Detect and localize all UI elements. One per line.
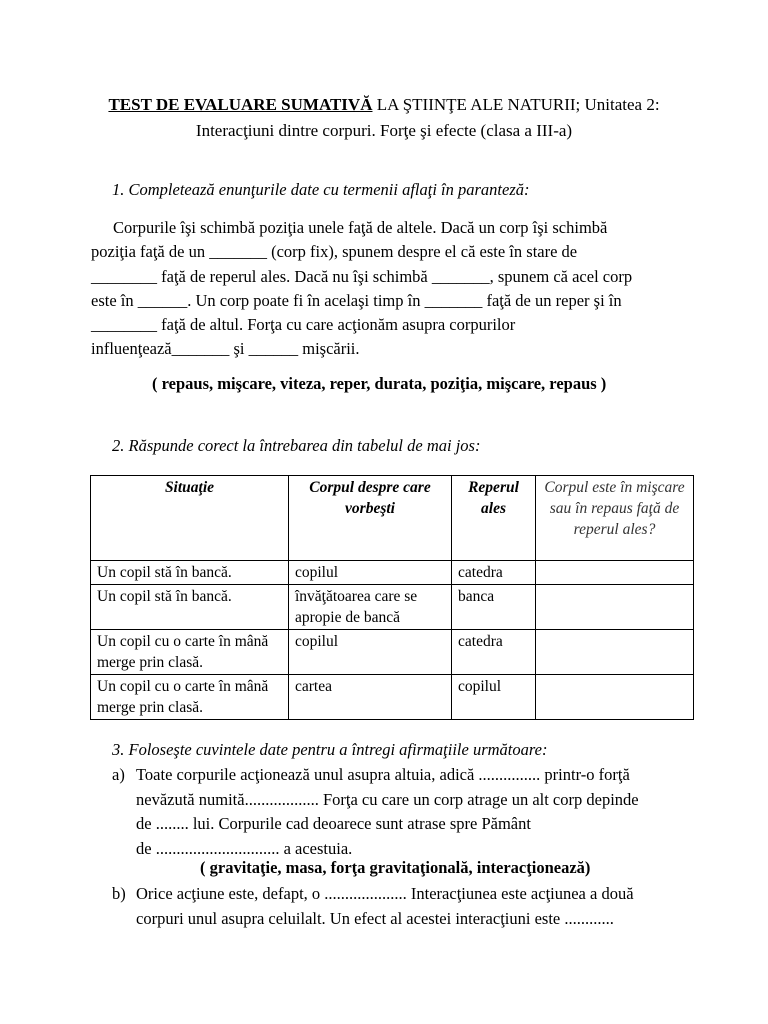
cell-body: învăţătoarea care se apropie de bancă [289,585,452,630]
q1-line: este în ______. Un corp poate fi în acelaşi timp în _______ faţă de un reper şi în [91,290,622,310]
q3-heading: 3. Foloseşte cuvintele date pentru a întregi afirmaţiile următoare: [112,740,548,759]
cell-body: copilul [289,630,452,675]
q2-heading: 2. Răspunde corect la întrebarea din tabelul de mai jos: [112,436,481,455]
q3-word-list: ( gravitaţie, masa, forţa gravitaţională, interacţionează) [200,858,591,877]
document-title [60,92,708,144]
cell-body: copilul [289,561,452,585]
header-question: Corpul este în mişcare sau în repaus faţă de reperul ales? [536,476,694,561]
cell-reference: banca [452,585,536,630]
header-situatie: Situaţie [91,476,289,561]
item-b-label: b) [112,884,126,903]
item-b-line: corpuri unul asupra celuilalt. Un efect al acestei interacţiuni este ............ [136,908,614,928]
cell-answer[interactable] [536,675,694,720]
situation-table [90,475,694,720]
cell-situation: Un copil cu o carte în mână merge prin clasă. [91,630,289,675]
header-reperul: Reperul ales [452,476,536,561]
table-row [91,630,694,675]
q1-line: poziţia faţă de un _______ (corp fix), spunem despre el că este în stare de [91,242,578,262]
item-a-line: de ........ lui. Corpurile cad deoarece sunt atrase spre Pământ [136,814,531,833]
item-a-line: Toate corpurile acţionează unul asupra altuia, adică ............... printr-o forţă [136,765,630,784]
item-a-line: nevăzută numită.................. Forţa cu care un corp atrage un alt corp depinde [136,789,639,809]
item-a-line: de .............................. a acestuia. [136,838,353,858]
q1-line: influenţează_______ şi ______ mişcării. [91,339,360,359]
cell-situation: Un copil cu o carte în mână merge prin clasă. [91,675,289,720]
q1-line: Corpurile îşi schimbă poziţia unele faţă de altele. Dacă un corp îşi schimbă [113,218,608,237]
q3-item-b [112,882,692,934]
q3-item-a [112,763,692,863]
cell-situation: Un copil stă în bancă. [91,561,289,585]
cell-answer[interactable] [536,561,694,585]
table-header-row [91,476,694,561]
cell-answer[interactable] [536,630,694,675]
cell-answer[interactable] [536,585,694,630]
q1-heading: 1. Completează enunţurile date cu termenii aflaţi în paranteză: [112,180,530,199]
item-b-line: Orice acţiune este, defapt, o .................... Interacţiunea este acţiunea a două [136,884,634,903]
cell-reference: copilul [452,675,536,720]
q1-line: ________ faţă de altul. Forţa cu care acţionăm asupra corpurilor [91,315,516,335]
table-row [91,561,694,585]
q1-line: ________ faţă de reperul ales. Dacă nu îşi schimbă _______, spunem că acel corp [91,266,633,286]
title-bold: TEST DE EVALUARE SUMATIVĂ [108,95,373,114]
cell-reference: catedra [452,561,536,585]
header-corpul: Corpul despre care vorbeşti [289,476,452,561]
item-a-text [136,763,639,861]
title-rest: LA ŞTIINŢE ALE NATURII; Unitatea 2: [372,95,660,114]
item-b-text [136,882,634,931]
q1-paragraph [91,216,691,362]
table-row [91,675,694,720]
item-a-label: a) [112,765,125,784]
q1-word-list: ( repaus, mişcare, viteza, reper, durata, poziţia, mişcare, repaus ) [152,374,607,393]
cell-situation: Un copil stă în bancă. [91,585,289,630]
cell-reference: catedra [452,630,536,675]
title-line2: Interacţiuni dintre corpuri. Forţe şi efecte (clasa a III-a) [195,121,573,140]
cell-body: cartea [289,675,452,720]
table-row [91,585,694,630]
